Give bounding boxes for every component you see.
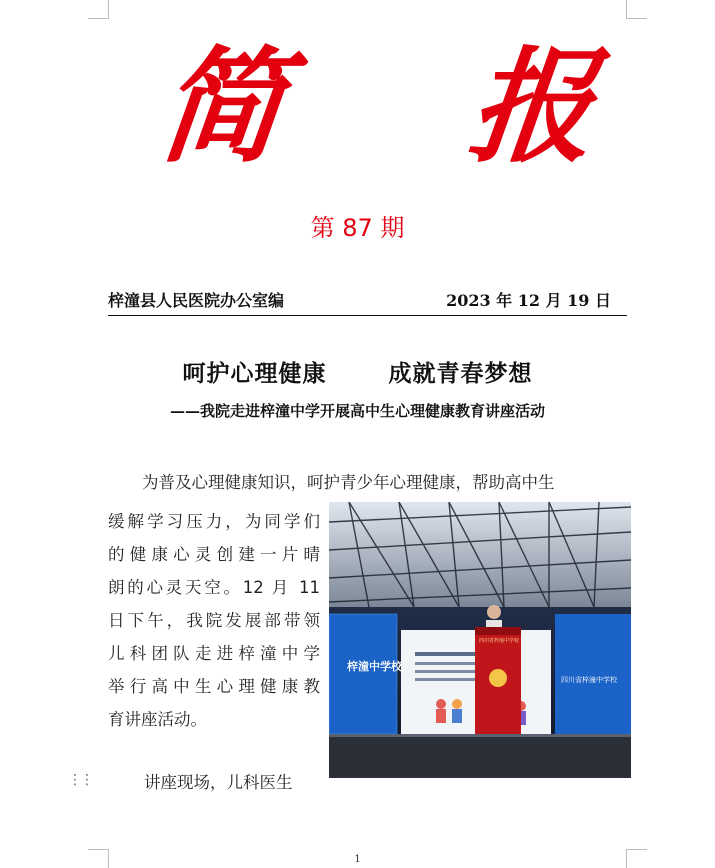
crop-mark-top-right [626,0,647,19]
paragraph-line: 日下午，我院发展部带领 [108,611,320,630]
paragraph-1-first-line: 为普及心理健康知识，呵护青少年心理健康，帮助高中生 [142,473,555,492]
paragraph-2: 讲座现场，儿科医生 [144,773,293,792]
headline-part-1: 呵护心理健康 [182,361,327,387]
lecture-photo[interactable] [329,502,631,778]
crop-mark-top-left [88,0,109,19]
article-headline [0,355,715,388]
podium-label: 四川省梓潼中学校 [479,638,520,644]
article-subhead: ——我院走进梓潼中学开展高中生心理健康教育讲座活动 [169,402,545,420]
masthead-char-jian: 简 [152,35,292,180]
issue-number: 第 87 期 [310,214,405,242]
date-line: 2023 年 12 月 19 日 [446,291,611,310]
header-rule [108,315,627,316]
headline-part-2: 成就青春梦想 [388,361,533,387]
paragraph-line: 的健康心灵创建一片晴 [108,545,320,564]
paragraph-line: 育讲座活动。 [108,710,207,729]
editor-line: 梓潼县人民医院办公室编 [108,291,285,310]
paragraph-line: 缓解学习压力，为同学们 [108,512,320,531]
masthead-char-bao: 报 [462,35,602,180]
right-screen-label: 四川省梓潼中学校 [561,676,617,684]
paragraph-line: 朗的心灵天空。12 月 11 [108,578,320,597]
paragraph-line: 儿科团队走进梓潼中学 [108,644,320,663]
paragraph-line: 举行高中生心理健康教 [108,677,320,696]
drag-handle-icon[interactable]: ⋮⋮ [68,772,92,788]
page-number: 1 [354,854,361,865]
left-screen-label: 梓潼中学校 [347,660,402,673]
paragraph-1-wrapped [108,505,320,736]
